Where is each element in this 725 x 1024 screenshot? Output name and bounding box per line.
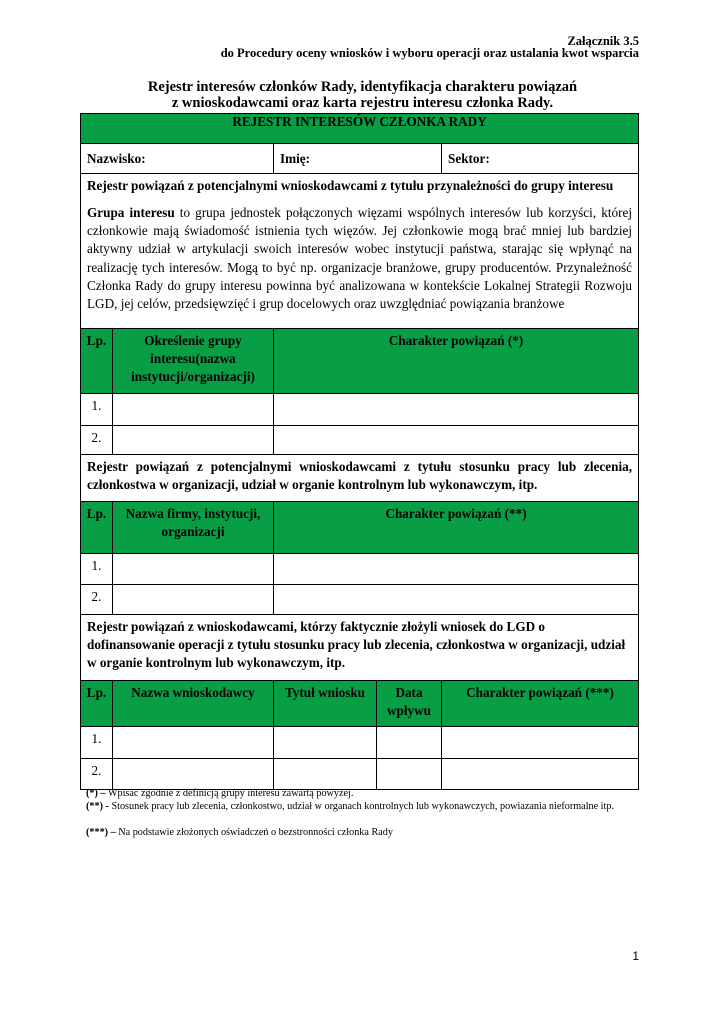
row-number: 1. bbox=[81, 727, 113, 759]
group-cell[interactable] bbox=[113, 426, 274, 455]
relation-cell[interactable] bbox=[274, 394, 639, 426]
footnote-2-text: Stosunek pracy lub zlecenia, członkostwo, udział w organach kontrolnych lub wykonawczych, powiazania nieformalne itp. bbox=[108, 801, 614, 812]
applicant-cell[interactable] bbox=[113, 727, 274, 759]
relation-cell[interactable] bbox=[442, 759, 639, 790]
col-applicant-name: Nazwa wnioskodawcy bbox=[113, 681, 274, 727]
firm-cell[interactable] bbox=[113, 585, 274, 615]
relation-cell[interactable] bbox=[274, 585, 639, 615]
surname-label[interactable]: Nazwisko: bbox=[81, 144, 274, 174]
col-lp: Lp. bbox=[81, 502, 113, 554]
applicant-cell[interactable] bbox=[113, 759, 274, 790]
footnote-1-mark: (*) – bbox=[86, 788, 106, 799]
interest-group-definition bbox=[87, 204, 632, 313]
register-heading: REJESTR INTERESÓW CZŁONKA RADY bbox=[81, 114, 639, 144]
definition-text: to grupa jednostek połączonych więzami wspólnych interesów lub korzyści, której członkowie mają świadomość istnienia tych więzów. Jej członkowie mogą brać mniej lub bardziej aktywny udział w artykulacji swoich interesów wobec instytucji państwa, starając się wpłynąć na realizację tych interesów. Mogą to być np. organizacje branżowe, grupy producentów. Przynależność Członka Rady do grupy interesu powinna być analizowana w kontekście Lokalnej Strategii Rozwoju LGD, jej celów, przedsięwzięć i grup docelowych oraz uwzględniać powiązania branżowe bbox=[87, 205, 633, 312]
footnote-1-text: Wpisać zgodnie z definicją grupy interesu zawartą powyżej. bbox=[105, 788, 354, 799]
relation-cell[interactable] bbox=[274, 426, 639, 455]
col-group-name: Określenie grupy interesu(nazwa instytucji/organizacji) bbox=[113, 329, 274, 394]
footnote-3-text: Na podstawie złożonych oświadczeń o bezstronności członka Rady bbox=[115, 827, 393, 838]
first-name-label[interactable]: Imię: bbox=[274, 144, 442, 174]
col-receipt-date: Data wpływu bbox=[377, 681, 442, 727]
row-number: 2. bbox=[81, 759, 113, 790]
relation-cell[interactable] bbox=[442, 727, 639, 759]
definition-term: Grupa interesu bbox=[87, 205, 175, 220]
firm-cell[interactable] bbox=[113, 554, 274, 585]
footnote-2 bbox=[86, 800, 646, 813]
footnote-3-mark: (***) – bbox=[86, 827, 116, 838]
page-title-line1: Rejestr interesów członków Rady, identyfikacja charakteru powiązań bbox=[147, 79, 578, 95]
page-number: 1 bbox=[632, 949, 639, 963]
row-number: 1. bbox=[81, 394, 113, 426]
col-lp: Lp. bbox=[81, 329, 113, 394]
col-relation-character: Charakter powiązań (***) bbox=[442, 681, 639, 727]
sector-label[interactable]: Sektor: bbox=[442, 144, 639, 174]
section3-title: Rejestr powiązań z wnioskodawcami, którzy faktycznie złożyli wniosek do LGD o dofinansowanie operacji z tytułu stosunku pracy lub zlecenia, członkostwa w organizacji, udział w organie kontrolnym lub wykonawczym, itp. bbox=[81, 615, 639, 681]
footnote-2-mark: (**) - bbox=[86, 801, 109, 812]
section2-title: Rejestr powiązań z potencjalnymi wnioskodawcami z tytułu stosunku pracy lub zlecenia, członkostwa w organizacji, udział w organie kontrolnym lub wykonawczym, itp. bbox=[81, 455, 639, 502]
relation-cell[interactable] bbox=[274, 554, 639, 585]
col-relation-character: Charakter powiązań (**) bbox=[274, 502, 639, 554]
col-relation-character: Charakter powiązań (*) bbox=[274, 329, 639, 394]
title-cell[interactable] bbox=[274, 759, 377, 790]
group-cell[interactable] bbox=[113, 394, 274, 426]
page-title-line2: z wnioskodawcami oraz karta rejestru interesu członka Rady. bbox=[171, 95, 554, 111]
col-lp: Lp. bbox=[81, 681, 113, 727]
row-number: 2. bbox=[81, 426, 113, 455]
col-firm-name: Nazwa firmy, instytucji, organizacji bbox=[113, 502, 274, 554]
date-cell[interactable] bbox=[377, 759, 442, 790]
annex-subtitle: do Procedury oceny wniosków i wyboru operacji oraz ustalania kwot wsparcia bbox=[220, 46, 639, 60]
footnote-3 bbox=[86, 826, 646, 839]
footnote-1 bbox=[86, 787, 646, 800]
row-number: 2. bbox=[81, 585, 113, 615]
section1-title: Rejestr powiązań z potencjalnymi wnioskodawcami z tytułu przynależności do grupy interesu bbox=[87, 178, 614, 193]
date-cell[interactable] bbox=[377, 727, 442, 759]
row-number: 1. bbox=[81, 554, 113, 585]
annex-title: Załącznik 3.5 bbox=[567, 34, 639, 48]
title-cell[interactable] bbox=[274, 727, 377, 759]
col-application-title: Tytuł wniosku bbox=[274, 681, 377, 727]
register-table bbox=[80, 113, 639, 790]
section1-description bbox=[81, 174, 639, 329]
